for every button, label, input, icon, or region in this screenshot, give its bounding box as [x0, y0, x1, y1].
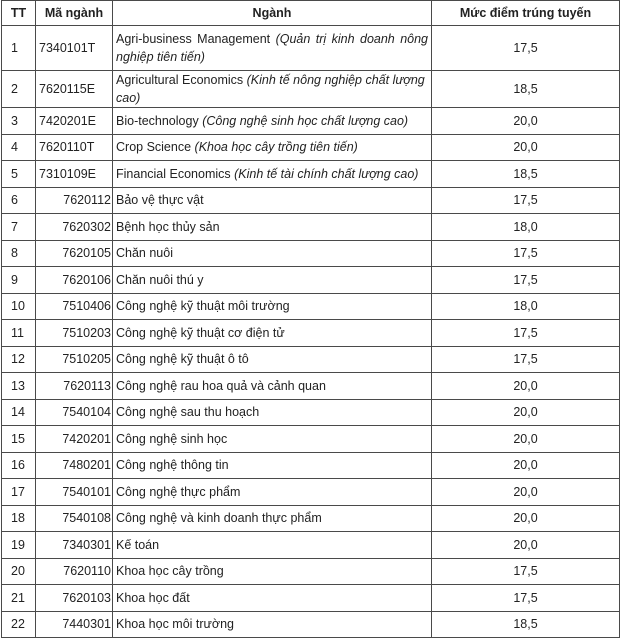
cell-tt: 17	[2, 479, 36, 506]
cell-score: 17,5	[432, 346, 620, 373]
cell-score: 20,0	[432, 399, 620, 426]
table-row	[2, 479, 620, 506]
cell-code: 7510205	[36, 346, 113, 373]
cell-name	[113, 134, 432, 161]
table-row	[2, 187, 620, 214]
cell-code: 7420201	[36, 426, 113, 453]
cell-score: 18,5	[432, 161, 620, 188]
cell-score: 20,0	[432, 479, 620, 506]
name-vietnamese: (Kinh tế nông nghiệp chất lượng cao)	[116, 73, 425, 105]
name-vietnamese: (Kinh tế tài chính chất lượng cao)	[234, 166, 419, 181]
header-tt: TT	[2, 1, 36, 26]
cell-code: 7620105	[36, 240, 113, 267]
cell-name	[113, 479, 432, 506]
cell-tt: 22	[2, 611, 36, 638]
cell-code: 7440301	[36, 611, 113, 638]
name-vietnamese: (Quản trị kinh doanh nông nghiệp tiên tiến)	[116, 32, 429, 64]
cell-name	[113, 558, 432, 585]
cell-code: 7620302	[36, 214, 113, 241]
cell-tt: 2	[2, 71, 36, 108]
cell-tt: 6	[2, 187, 36, 214]
cell-score: 17,5	[432, 320, 620, 347]
cell-name	[113, 240, 432, 267]
name-text: Financial Economics	[116, 166, 231, 181]
name-text: Khoa học môi trường	[116, 617, 235, 632]
table-row	[2, 320, 620, 347]
table-row	[2, 505, 620, 532]
cell-tt: 8	[2, 240, 36, 267]
cell-score: 17,5	[432, 267, 620, 294]
name-text: Agricultural Economics	[116, 73, 244, 87]
cell-name	[113, 426, 432, 453]
table-row	[2, 558, 620, 585]
cell-name	[113, 214, 432, 241]
cell-code: 7510203	[36, 320, 113, 347]
header-code: Mã ngành	[36, 1, 113, 26]
table-row	[2, 373, 620, 400]
table-header	[2, 1, 620, 26]
table-row	[2, 532, 620, 559]
cell-score: 20,0	[432, 452, 620, 479]
cell-tt: 14	[2, 399, 36, 426]
cell-score: 18,5	[432, 611, 620, 638]
cell-name	[113, 505, 432, 532]
cell-tt: 10	[2, 293, 36, 320]
table-row	[2, 26, 620, 71]
table-row	[2, 346, 620, 373]
table-body	[2, 26, 620, 638]
cell-score: 18,5	[432, 71, 620, 108]
cell-code: 7340101T	[36, 26, 113, 71]
cell-score: 17,5	[432, 585, 620, 612]
name-text: Công nghệ kỹ thuật môi trường	[116, 299, 290, 314]
cell-code: 7620110	[36, 558, 113, 585]
cell-tt: 21	[2, 585, 36, 612]
table-row	[2, 399, 620, 426]
cell-tt: 13	[2, 373, 36, 400]
cell-code: 7540104	[36, 399, 113, 426]
cell-code: 7510406	[36, 293, 113, 320]
cell-name	[113, 611, 432, 638]
cell-code: 7620110T	[36, 134, 113, 161]
cell-tt: 5	[2, 161, 36, 188]
name-text: Agri-business Management	[116, 32, 271, 46]
table-row	[2, 267, 620, 294]
cell-score: 20,0	[432, 505, 620, 532]
name-vietnamese: (Khoa học cây trồng tiên tiến)	[194, 140, 358, 155]
cell-tt: 7	[2, 214, 36, 241]
table-row	[2, 426, 620, 453]
name-text: Chăn nuôi	[116, 246, 173, 261]
cell-tt: 11	[2, 320, 36, 347]
cell-code: 7310109E	[36, 161, 113, 188]
name-text: Công nghệ thông tin	[116, 458, 229, 473]
name-vietnamese: (Công nghệ sinh học chất lượng cao)	[202, 113, 409, 128]
cell-score: 20,0	[432, 532, 620, 559]
cell-tt: 4	[2, 134, 36, 161]
name-text: Bio-technology	[116, 113, 199, 128]
table-row	[2, 214, 620, 241]
table-row	[2, 293, 620, 320]
cell-score: 20,0	[432, 108, 620, 135]
cell-code: 7620112	[36, 187, 113, 214]
name-text: Chăn nuôi thú y	[116, 272, 204, 287]
header-score: Mức điểm trúng tuyến	[432, 1, 620, 26]
cell-score: 17,5	[432, 558, 620, 585]
table-row	[2, 134, 620, 161]
table-row	[2, 585, 620, 612]
cell-code: 7420201E	[36, 108, 113, 135]
cell-name	[113, 26, 432, 71]
cell-tt: 1	[2, 26, 36, 71]
cell-score: 18,0	[432, 293, 620, 320]
cell-name	[113, 532, 432, 559]
cell-name	[113, 452, 432, 479]
cell-tt: 16	[2, 452, 36, 479]
cell-name	[113, 267, 432, 294]
cell-code: 7620106	[36, 267, 113, 294]
cell-name	[113, 320, 432, 347]
cell-tt: 9	[2, 267, 36, 294]
name-text: Công nghệ kỹ thuật cơ điện tử	[116, 325, 285, 340]
name-text: Công nghệ rau hoa quả và cảnh quan	[116, 378, 326, 393]
cell-name	[113, 161, 432, 188]
cell-tt: 18	[2, 505, 36, 532]
cell-code: 7620103	[36, 585, 113, 612]
cell-score: 17,5	[432, 26, 620, 71]
name-text: Công nghệ sinh học	[116, 431, 228, 446]
cell-tt: 19	[2, 532, 36, 559]
name-text: Công nghệ thực phẩm	[116, 484, 241, 499]
cell-score: 20,0	[432, 373, 620, 400]
cell-tt: 3	[2, 108, 36, 135]
cell-code: 7540101	[36, 479, 113, 506]
table-row	[2, 240, 620, 267]
header-name: Ngành	[113, 1, 432, 26]
name-text: Công nghệ sau thu hoạch	[116, 405, 260, 420]
cell-score: 17,5	[432, 187, 620, 214]
table-row	[2, 71, 620, 108]
name-text: Khoa học cây trồng	[116, 564, 224, 579]
cell-name	[113, 399, 432, 426]
cell-name	[113, 346, 432, 373]
cell-name	[113, 585, 432, 612]
name-text: Kế toán	[116, 537, 160, 552]
table-row	[2, 161, 620, 188]
table-row	[2, 452, 620, 479]
name-text: Bảo vệ thực vật	[116, 193, 204, 208]
name-text: Crop Science	[116, 140, 192, 155]
cell-tt: 15	[2, 426, 36, 453]
table-row	[2, 611, 620, 638]
table-row	[2, 108, 620, 135]
name-text: Công nghệ kỹ thuật ô tô	[116, 352, 249, 367]
cell-score: 20,0	[432, 426, 620, 453]
cell-code: 7480201	[36, 452, 113, 479]
cell-code: 7620115E	[36, 71, 113, 108]
name-text: Bệnh học thủy sản	[116, 219, 220, 234]
admission-score-table	[1, 0, 620, 638]
cell-code: 7540108	[36, 505, 113, 532]
cell-tt: 12	[2, 346, 36, 373]
cell-name	[113, 187, 432, 214]
cell-score: 18,0	[432, 214, 620, 241]
cell-name	[113, 373, 432, 400]
cell-tt: 20	[2, 558, 36, 585]
cell-score: 17,5	[432, 240, 620, 267]
cell-score: 20,0	[432, 134, 620, 161]
cell-code: 7340301	[36, 532, 113, 559]
name-text: Công nghệ và kinh doanh thực phẩm	[116, 511, 322, 526]
name-text: Khoa học đất	[116, 590, 190, 605]
cell-name	[113, 293, 432, 320]
header-row	[2, 1, 620, 26]
cell-name	[113, 108, 432, 135]
cell-code: 7620113	[36, 373, 113, 400]
cell-name	[113, 71, 432, 108]
